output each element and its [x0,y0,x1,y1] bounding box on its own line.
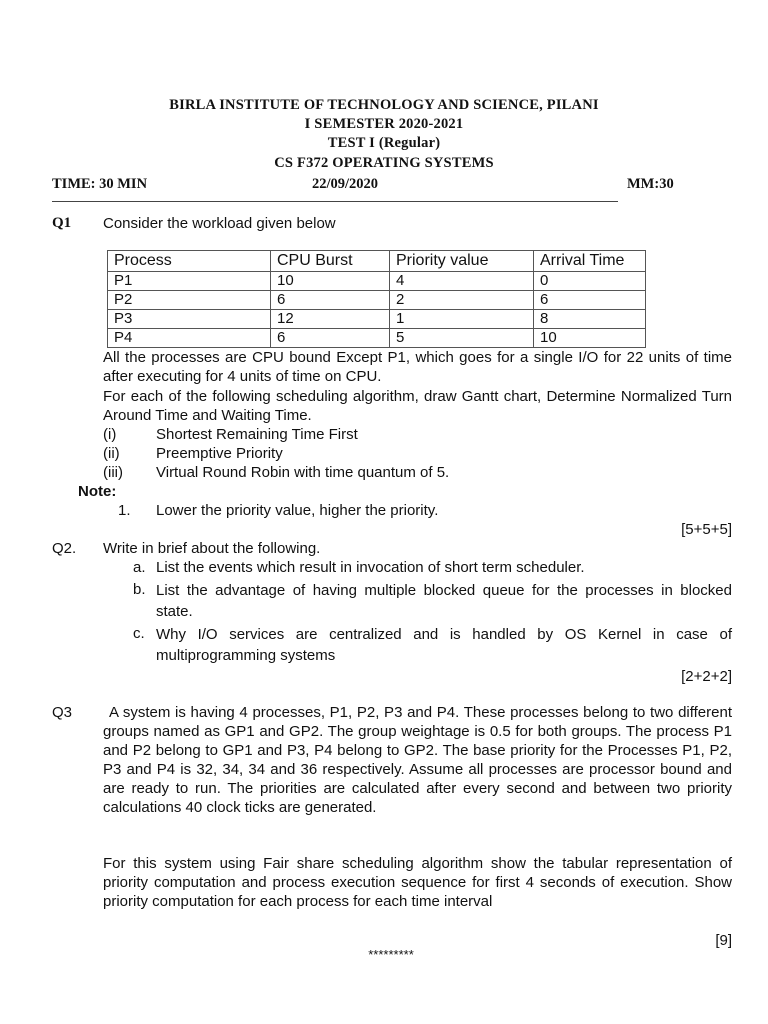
q1-item-label: (i) [103,426,117,443]
table-cell: 2 [390,291,534,310]
note-number: 1. [118,502,131,519]
table-row [108,310,646,329]
table-cell: 4 [390,272,534,291]
institute-name: BIRLA INSTITUTE OF TECHNOLOGY AND SCIENCE, PILANI [169,97,599,113]
q2-item-text: Why I/O services are centralized and is handled by OS Kernel in case of multiprogramming systems [156,626,732,664]
q1-item-label: (iii) [103,464,123,481]
q2-item-label: a. [133,559,146,576]
q2-item-label: c. [133,625,145,642]
table-row [108,329,646,348]
workload-table [107,250,646,348]
table-cell: 6 [271,329,390,348]
q1-marks: [5+5+5] [681,521,732,538]
semester: I SEMESTER 2020-2021 [304,116,464,132]
header-divider [52,201,618,202]
table-cell: 6 [271,291,390,310]
table-cell: 10 [534,329,646,348]
table-header: Arrival Time [534,251,646,272]
note-label: Note: [78,483,117,500]
table-cell: P4 [108,329,271,348]
table-header: CPU Burst [271,251,390,272]
q2-item-text: List the advantage of having multiple blocked queue for the processes in blocked state. [156,582,732,620]
q3-number: Q3 [52,704,73,721]
table-header-row [108,251,646,272]
table-header: Process [108,251,271,272]
q2-intro: Write in brief about the following. [103,540,321,557]
table-cell: P1 [108,272,271,291]
q3-paragraph-1: A system is having 4 processes, P1, P2, P3 and P4. These processes belong to two different groups named as GP1 and GP2. The group weightage is 0.5 for both groups. The process P1 and P2 belong to GP1 and P3, P4 belong to GP2. The base priority for the Processes P1, P2, P3 and P4 is 32, 34, 34 and 36 respectively. Assume all processes are processor bound and are ready to run. The priorities are calculated after every second and between two priority calculations 40 clock ticks are generated. [103,704,732,816]
table-cell: 10 [271,272,390,291]
q1-paragraph-1: All the processes are CPU bound Except P1, which goes for a single I/O for 22 units of time after executing for 4 units of time on CPU. [103,349,732,385]
q1-item-text: Shortest Remaining Time First [156,426,358,443]
q1-item-text: Virtual Round Robin with time quantum of 5. [156,464,450,481]
table-row [108,291,646,310]
end-marker: ********* [368,947,414,962]
q1-intro: Consider the workload given below [103,215,336,232]
q3-paragraph-2: For this system using Fair share scheduling algorithm show the tabular representation of priority computation and process execution sequence for first 4 seconds of execution. Show priority computation for each process for each time interval [103,855,732,910]
table-cell: P3 [108,310,271,329]
q2-item-text: List the events which result in invocation of short term scheduler. [156,559,585,576]
table-cell: 0 [534,272,646,291]
table-cell: P2 [108,291,271,310]
q3-marks: [9] [715,932,732,949]
table-cell: 12 [271,310,390,329]
q1-item-label: (ii) [103,445,120,462]
note-text: Lower the priority value, higher the priority. [156,502,439,519]
max-marks: MM:30 [627,176,674,192]
q1-number: Q1 [52,215,72,231]
table-cell: 8 [534,310,646,329]
table-cell: 1 [390,310,534,329]
course-title: CS F372 OPERATING SYSTEMS [274,155,494,171]
q1-item-text: Preemptive Priority [156,445,283,462]
exam-time: TIME: 30 MIN [52,176,148,192]
table-row [108,272,646,291]
table-cell: 5 [390,329,534,348]
q2-item-label: b. [133,581,146,598]
table-header: Priority value [390,251,534,272]
test-type: TEST I (Regular) [327,135,441,151]
exam-date: 22/09/2020 [312,176,379,192]
table-cell: 6 [534,291,646,310]
q1-paragraph-2: For each of the following scheduling algorithm, draw Gantt chart, Determine Normalized Turn Around Time and Waiting Time. [103,388,732,424]
q2-number: Q2. [52,540,77,557]
q2-marks: [2+2+2] [681,668,732,685]
